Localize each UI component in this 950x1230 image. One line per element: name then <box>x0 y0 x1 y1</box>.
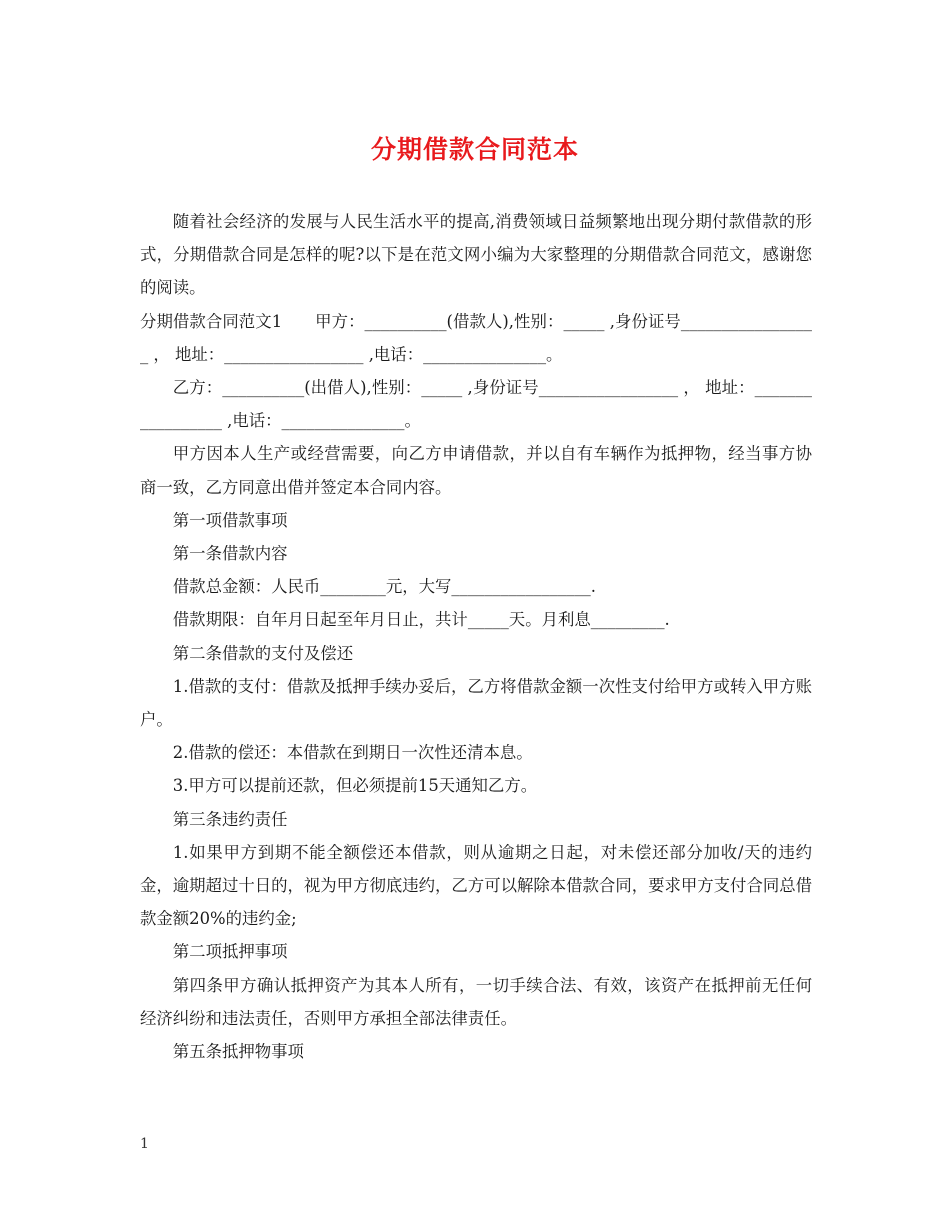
article-heading: 第二条借款的支付及偿还 <box>172 643 354 663</box>
paragraph-collateral: 第四条甲方确认抵押资产为其本人所有，一切手续合法、有效，该资产在抵押前无任何经济纠纷和违法责任，否则甲方承担全部法律责任。 <box>140 975 812 1028</box>
paragraph-early-repayment: 3.甲方可以提前还款，但必须提前15天通知乙方。 <box>172 776 538 796</box>
document-title: 分期借款合同范本 <box>370 135 579 164</box>
paragraph-party-a: 分期借款合同范文1 甲方：__________(借款人),性别：_____ ,身份证号_________________ ， 地址：_________________ ,电话：_______________。 <box>140 311 812 364</box>
paragraph-payment: 1.借款的支付：借款及抵押手续办妥后，乙方将借款金额一次性支付给甲方或转入甲方账户。 <box>140 676 812 730</box>
section-heading: 第二项抵押事项 <box>172 942 288 962</box>
paragraph-purpose: 甲方因本人生产或经营需要，向乙方申请借款，并以自有车辆作为抵押物，经当事方协商一致，乙方同意出借并签定本合同内容。 <box>140 444 812 497</box>
document-body <box>140 205 812 1068</box>
paragraph-intro: 随着社会经济的发展与人民生活水平的提高,消费领域日益频繁地出现分期付款借款的形式，分期借款合同是怎样的呢?以下是在范文网小编为大家整理的分期借款合同范文，感谢您的阅读。 <box>140 212 812 298</box>
paragraph-loan-amount: 借款总金额：人民币________元，大写_________________. <box>172 577 596 597</box>
paragraph-repayment: 2.借款的偿还：本借款在到期日一次性还清本息。 <box>172 743 533 763</box>
paragraph-default: 1.如果甲方到期不能全额偿还本借款，则从逾期之日起，对未偿还部分加收/天的违约金，逾期超过十日的，视为甲方彻底违约，乙方可以解除本借款合同，要求甲方支付合同总借款金额20%的违约金; <box>140 842 813 929</box>
page-number: 1 <box>140 1136 149 1152</box>
paragraph-party-b: 乙方：__________(出借人),性别：_____ ,身份证号_________________ ， 地址：_________________ ,电话：_______________。 <box>140 378 812 431</box>
article-heading: 第三条违约责任 <box>172 809 288 829</box>
article-heading: 第五条抵押物事项 <box>172 1042 304 1062</box>
article-heading: 第一条借款内容 <box>172 544 288 564</box>
section-heading: 第一项借款事项 <box>172 510 288 530</box>
paragraph-loan-term: 借款期限：自年月日起至年月日止，共计_____天。月利息_________. <box>172 610 670 630</box>
